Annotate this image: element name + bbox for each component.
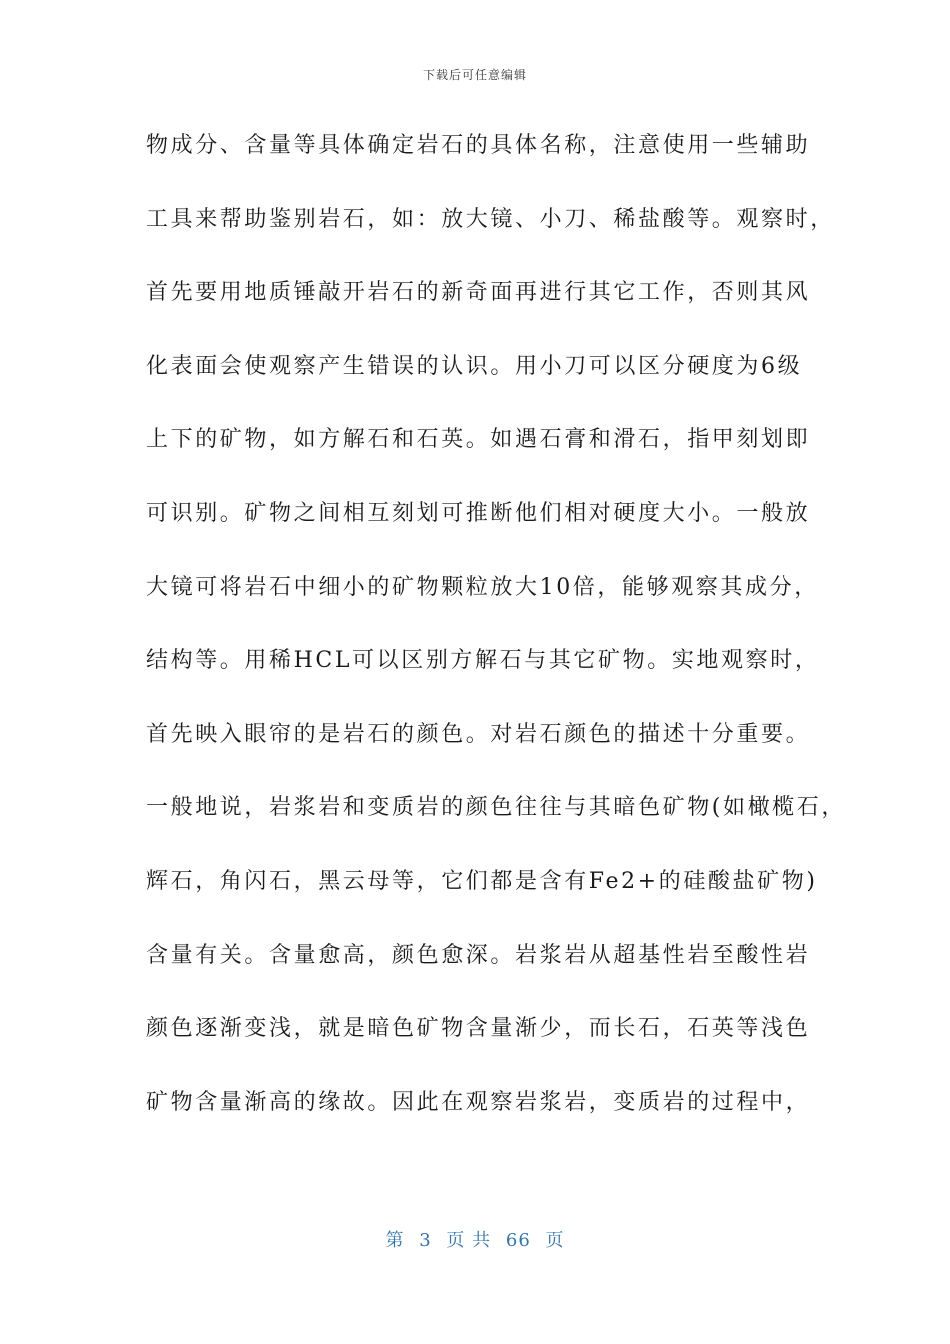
text-line: 首先要用地质锤敲开岩石的新奇面再进行其它工作，否则其风 bbox=[146, 280, 811, 306]
text-line: 大镜可将岩石中细小的矿物颗粒放大10倍，能够观察其成分， bbox=[146, 574, 819, 600]
page-footer bbox=[0, 1226, 950, 1252]
text-line: 含量有关。含量愈高，颜色愈深。岩浆岩从超基性岩至酸性岩 bbox=[146, 942, 811, 968]
page-header: 下载后可任意编辑 bbox=[422, 68, 527, 82]
text-line: 一般地说，岩浆岩和变质岩的颜色往往与其暗色矿物(如橄榄石， bbox=[146, 795, 846, 821]
footer-suffix: 页 bbox=[545, 1230, 565, 1251]
text-line: 颜色逐渐变浅，就是暗色矿物含量渐少，而长石，石英等浅色 bbox=[146, 1016, 811, 1042]
footer-prefix: 第 bbox=[385, 1230, 405, 1251]
text-line: 辉石，角闪石，黑云母等，它们都是含有Fe2+的硅酸盐矿物) bbox=[146, 868, 818, 894]
text-line: 首先映入眼帘的是岩石的颜色。对岩石颜色的描述十分重要。 bbox=[146, 721, 811, 747]
body-text bbox=[146, 123, 846, 1153]
text-line: 物成分、含量等具体确定岩石的具体名称，注意使用一些辅助 bbox=[146, 133, 811, 158]
text-line: 可识别。矿物之间相互刻划可推断他们相对硬度大小。一般放 bbox=[146, 500, 811, 526]
text-line: 工具来帮助鉴别岩石，如：放大镜、小刀、稀盐酸等。观察时， bbox=[146, 206, 835, 232]
text-line: 矿物含量渐高的缘故。因此在观察岩浆岩，变质岩的过程中， bbox=[146, 1089, 811, 1115]
total-pages: 66 bbox=[505, 1230, 531, 1251]
current-page-number: 3 bbox=[419, 1230, 432, 1251]
text-line: 结构等。用稀HCL可以区别方解石与其它矿物。实地观察时， bbox=[146, 648, 820, 674]
text-line: 上下的矿物，如方解石和石英。如遇石膏和滑石，指甲刻划即 bbox=[146, 427, 811, 453]
footer-middle: 页 共 bbox=[446, 1230, 492, 1251]
text-line: 化表面会使观察产生错误的认识。用小刀可以区分硬度为6级 bbox=[146, 353, 803, 379]
